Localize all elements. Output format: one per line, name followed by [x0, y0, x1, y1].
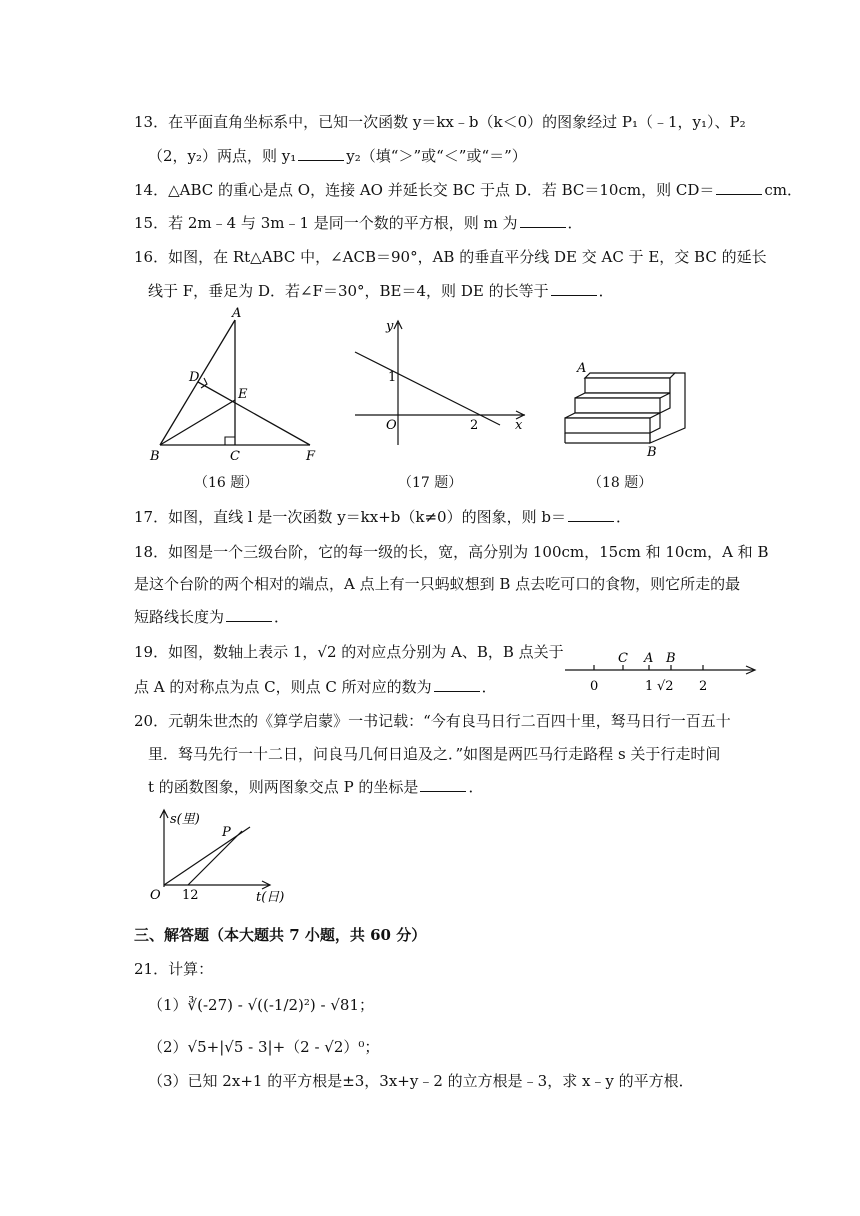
- fig17-label-O: O: [386, 418, 397, 433]
- fig16-label-F: F: [306, 449, 316, 464]
- fig16-label-E: E: [238, 387, 248, 402]
- q13-text-b: y₂（填“＞”或“＜”或“＝”）: [346, 147, 527, 165]
- fig18-caption: （18 题）: [588, 475, 653, 491]
- q19-text-b: ．: [481, 678, 497, 696]
- fig20-label-12: 12: [182, 888, 199, 903]
- fig17-label-2: 2: [470, 418, 479, 433]
- q18-line3: [134, 606, 289, 628]
- q21-title: 21．计算：: [134, 960, 214, 978]
- q14: [134, 179, 802, 201]
- q20-text-b: ．: [468, 778, 484, 796]
- q13-line2: [148, 145, 527, 167]
- fig20-label-s: s(里): [170, 812, 200, 827]
- q18-line1: 18．如图是一个三级台阶，它的每一级的长，宽，高分别为 100cm，15cm 和 10cm，A 和 B: [134, 543, 769, 561]
- q20-line3: [148, 776, 483, 798]
- fig16-label-B: B: [150, 449, 160, 464]
- q17-answer-blank[interactable]: [568, 507, 614, 522]
- figure-16-triangle: [140, 305, 340, 465]
- fig16-label-C: C: [230, 449, 240, 464]
- fig18-label-B: B: [647, 445, 657, 460]
- q18-text-a: 短路线长度为: [134, 608, 225, 626]
- fig19-label-sqrt2: √2: [657, 679, 674, 694]
- q17: [134, 506, 631, 528]
- q15-text-b: ．: [567, 214, 583, 232]
- q15-answer-blank[interactable]: [520, 213, 566, 228]
- fig19-label-2: 2: [699, 679, 708, 694]
- figure-18-staircase: [555, 360, 695, 460]
- fig20-label-t: t(日): [256, 890, 285, 905]
- fig17-label-x: x: [515, 418, 523, 433]
- q16-line2: [148, 280, 614, 302]
- q14-answer-blank[interactable]: [716, 180, 762, 195]
- figure-17-line-graph: [350, 315, 530, 455]
- fig20-label-O: O: [150, 888, 161, 903]
- q20-text-a: t 的函数图象，则两图象交点 P 的坐标是: [148, 778, 419, 796]
- fig19-label-0: 0: [590, 679, 599, 694]
- fig16-label-D: D: [189, 370, 200, 385]
- q13-text-a: （2，y₂）两点，则 y₁: [148, 147, 297, 165]
- q13-line1: 13．在平面直角坐标系中，已知一次函数 y＝kx﹣b（k＜0）的图象经过 P₁（﹣1，y₁）、P₂: [134, 113, 746, 131]
- q15-text-a: 15．若 2m﹣4 与 3m﹣1 是同一个数的平方根，则 m 为: [134, 214, 518, 232]
- q16-text-b: ．: [598, 282, 614, 300]
- q14-text-a: 14．△ABC 的重心是点 O，连接 AO 并延长交 BC 于点 D．若 BC＝10cm，则 CD＝: [134, 181, 715, 199]
- fig16-label-A: A: [232, 306, 242, 321]
- fig20-label-P: P: [222, 825, 231, 840]
- fig18-label-A: A: [577, 361, 587, 376]
- q14-text-b: cm．: [764, 181, 802, 199]
- figure-19-number-line: [560, 648, 760, 696]
- q18-text-b: ．: [274, 608, 290, 626]
- q16-line1: 16．如图，在 Rt△ABC 中，∠ACB＝90°，AB 的垂直平分线 DE 交 AC 于 E，交 BC 的延长: [134, 248, 767, 266]
- q17-text-b: ．: [615, 508, 631, 526]
- q19-text-a: 点 A 的对称点为点 C，则点 C 所对应的数为: [134, 678, 432, 696]
- fig19-label-A: A: [644, 651, 654, 666]
- section-3-heading: 三、解答题（本大题共 7 小题，共 60 分）: [134, 926, 427, 944]
- fig19-label-B: B: [666, 651, 676, 666]
- q13-answer-blank[interactable]: [298, 146, 344, 161]
- q19-line2: [134, 676, 497, 698]
- q16-answer-blank[interactable]: [551, 281, 597, 296]
- fig19-label-C: C: [618, 651, 628, 666]
- q21-part3: （3）已知 2x+1 的平方根是±3，3x+y﹣2 的立方根是﹣3，求 x﹣y 的平方根．: [148, 1072, 694, 1090]
- fig19-label-1: 1: [645, 679, 654, 694]
- fig17-label-y: y: [386, 319, 394, 334]
- q16-text-a: 线于 F，垂足为 D．若∠F＝30°，BE＝4，则 DE 的长等于: [148, 282, 549, 300]
- q17-text-a: 17．如图，直线 l 是一次函数 y＝kx+b（k≠0）的图象，则 b＝: [134, 508, 566, 526]
- fig16-caption: （16 题）: [194, 475, 259, 491]
- q20-answer-blank[interactable]: [420, 777, 466, 792]
- q21-part1: （1）∛(-27) - √((-1/2)²) - √81；: [148, 996, 375, 1014]
- q20-line2: 里．驽马先行一十二日，问良马几何日追及之．”如图是两匹马行走路程 s 关于行走时间: [148, 745, 721, 763]
- q19-line1: 19．如图，数轴上表示 1，√2 的对应点分别为 A、B，B 点关于: [134, 643, 564, 661]
- figure-20-horse-graph: [140, 805, 300, 905]
- q20-line1: 20．元朝朱世杰的《算学启蒙》一书记载：“今有良马日行二百四十里，驽马日行一百五十: [134, 712, 731, 730]
- q15: [134, 212, 583, 234]
- fig17-label-1: 1: [388, 370, 397, 385]
- q18-answer-blank[interactable]: [226, 607, 272, 622]
- fig17-caption: （17 题）: [398, 475, 463, 491]
- q19-answer-blank[interactable]: [434, 677, 480, 692]
- q21-part2: （2）√5+|√5 - 3|+（2 - √2）⁰；: [148, 1038, 380, 1056]
- q18-line2: 是这个台阶的两个相对的端点，A 点上有一只蚂蚁想到 B 点去吃可口的食物，则它所走的最: [134, 575, 741, 593]
